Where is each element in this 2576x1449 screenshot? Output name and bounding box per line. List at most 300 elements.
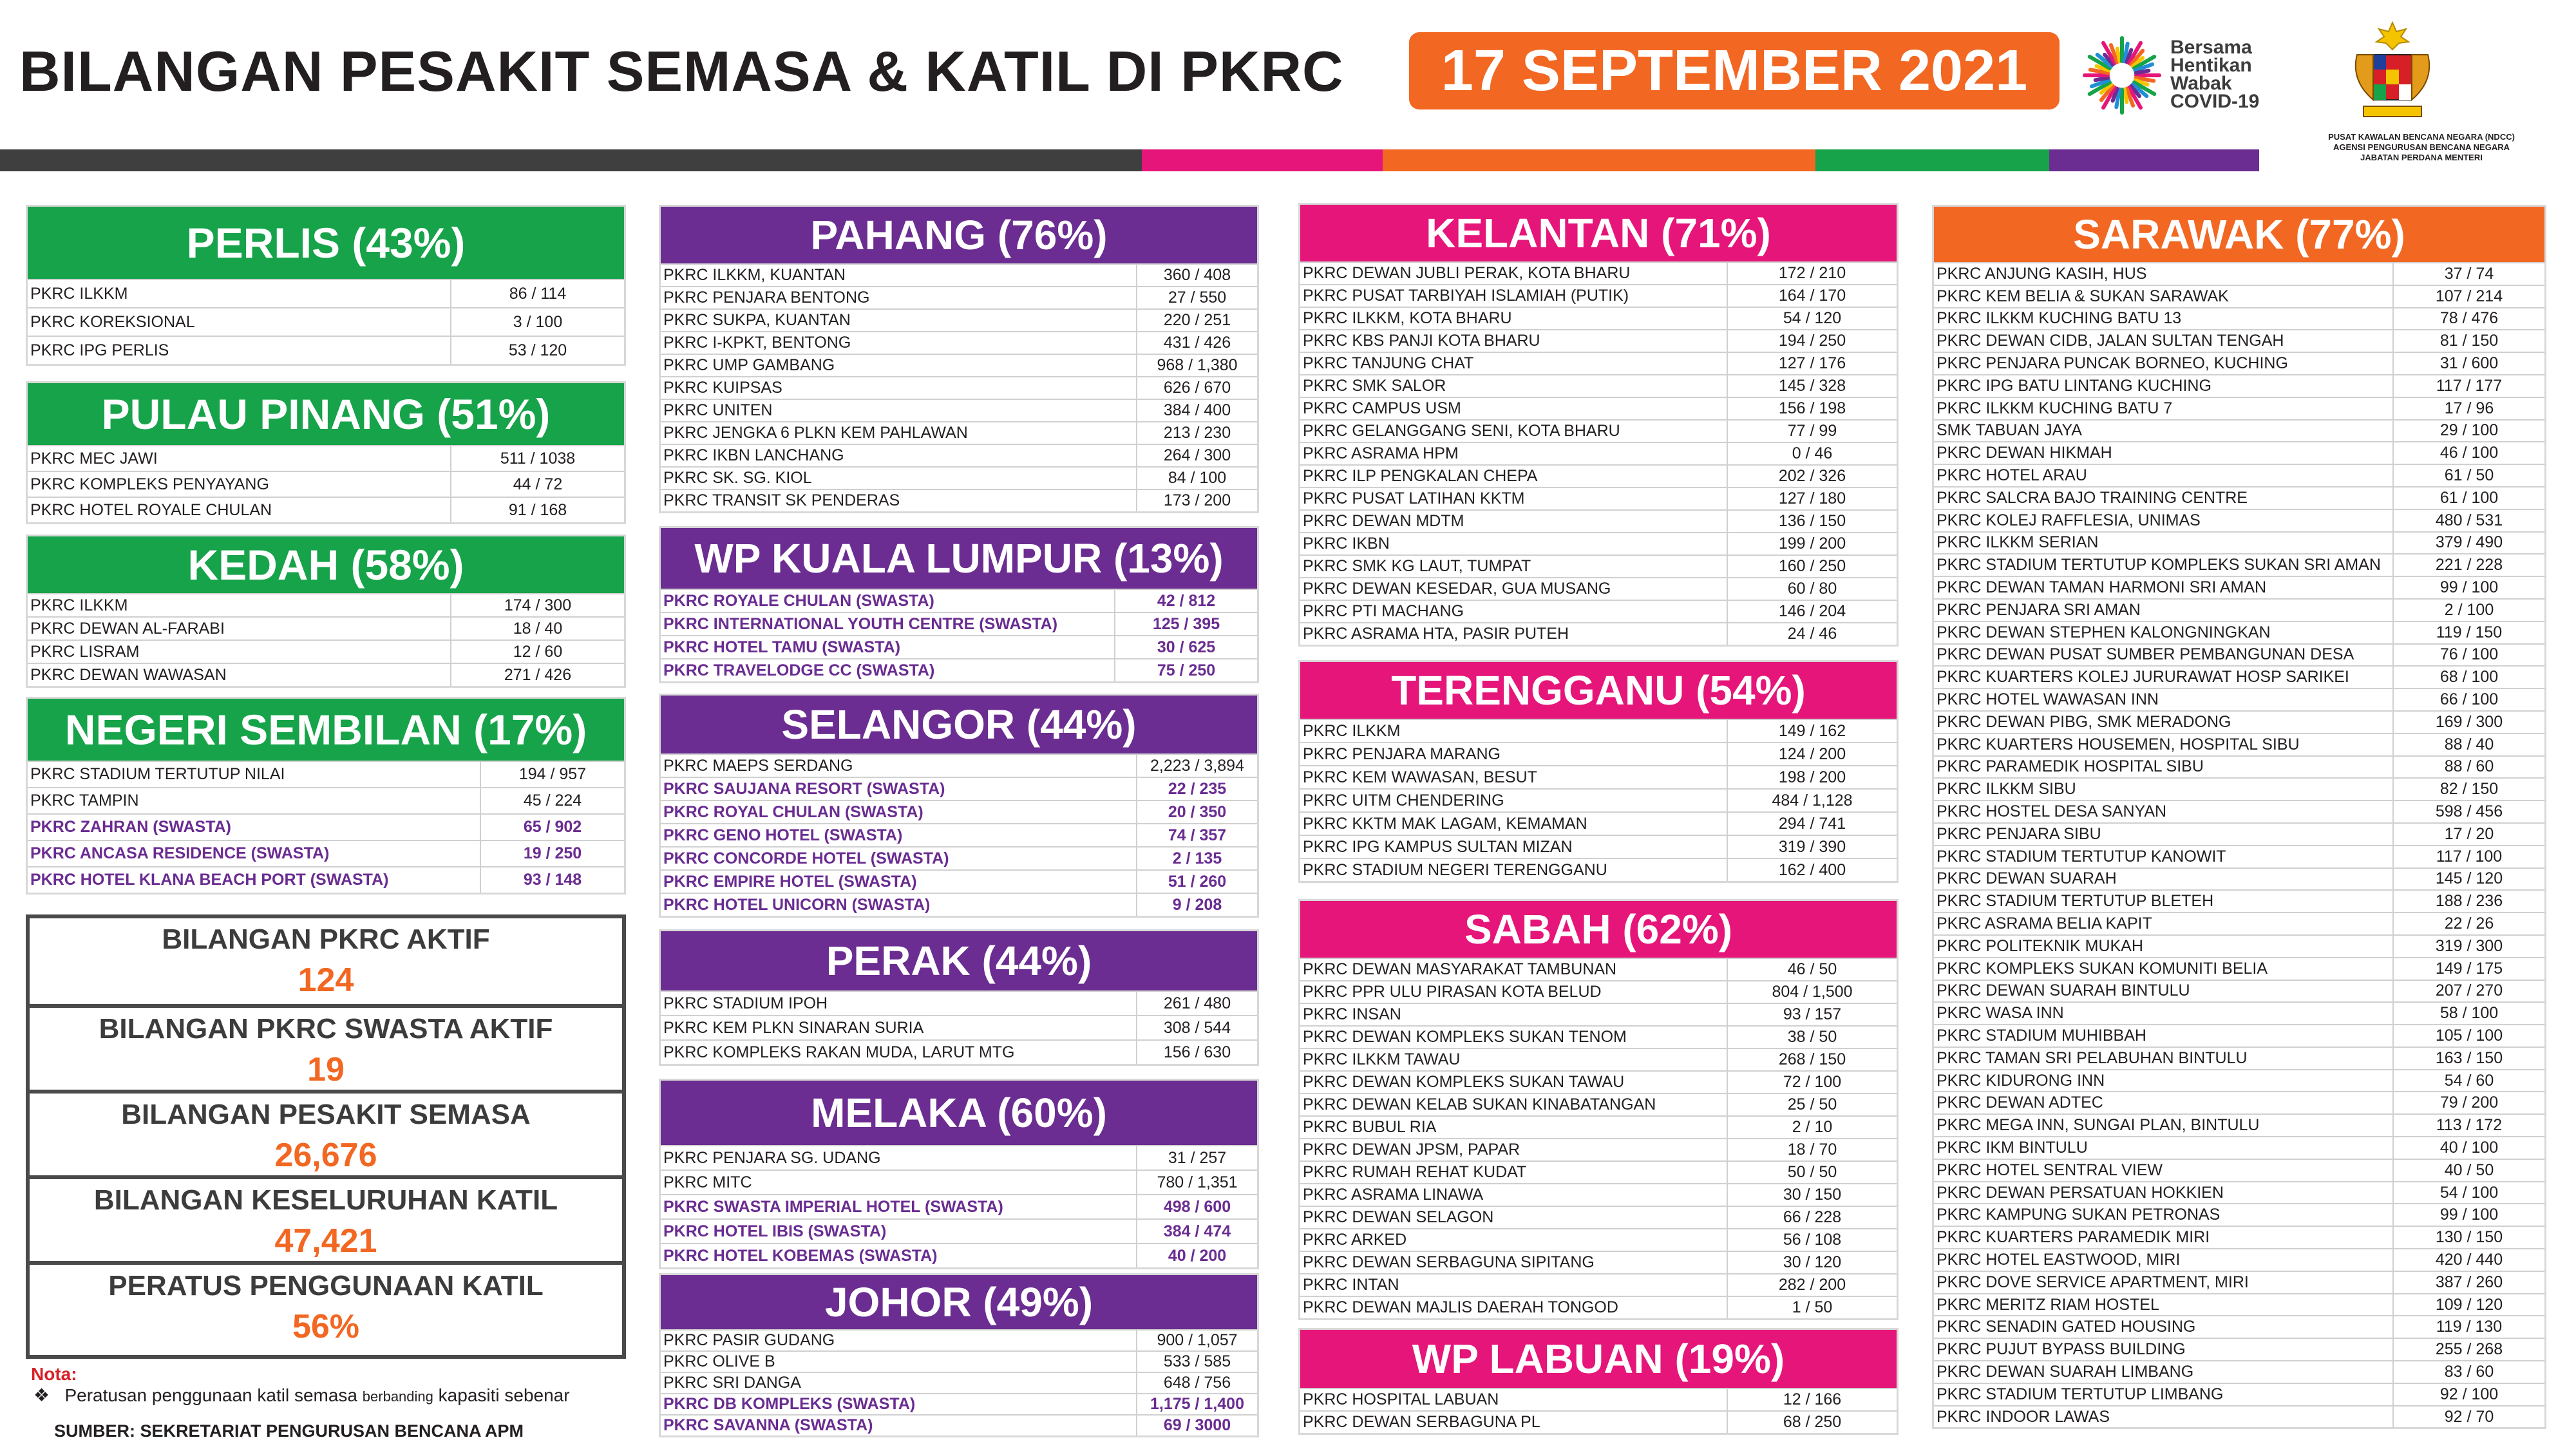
pkrc-name: PKRC ASRAMA HPM <box>1300 443 1728 464</box>
pkrc-name: PKRC MEC JAWI <box>28 446 451 471</box>
pkrc-row <box>1934 262 2544 285</box>
pkrc-occupancy: 37 / 74 <box>2444 264 2494 283</box>
pkrc-name: PKRC PPR ULU PIRASAN KOTA BELUD <box>1300 981 1728 1003</box>
pkrc-name: PKRC I-KPKT, BENTONG <box>661 332 1137 354</box>
pkrc-name: PKRC POLITEKNIK MUKAH <box>1934 936 2394 957</box>
pkrc-occupancy: 163 / 150 <box>2435 1048 2503 1067</box>
pkrc-name: PKRC DEWAN PIBG, SMK MERADONG <box>1934 712 2394 733</box>
pkrc-occupancy: 648 / 756 <box>1163 1374 1231 1392</box>
pkrc-name: PKRC JENGKA 6 PLKN KEM PAHLAWAN <box>661 422 1137 444</box>
pkrc-occupancy: 160 / 250 <box>1778 557 1846 575</box>
pkrc-row <box>1934 598 2544 621</box>
pkrc-name: PKRC ARKED <box>1300 1229 1728 1251</box>
pkrc-occupancy: 145 / 120 <box>2435 869 2503 888</box>
pkrc-occupancy: 360 / 408 <box>1163 266 1231 284</box>
pkrc-name: PKRC KKTM MAK LAGAM, KEMAMAN <box>1300 813 1728 835</box>
pkrc-occupancy: 319 / 300 <box>2435 936 2503 955</box>
agency-caption <box>2280 132 2563 163</box>
pkrc-name: PKRC DEWAN MDTM <box>1300 511 1728 532</box>
state-title: KEDAH (58%) <box>28 536 624 593</box>
pkrc-row <box>1934 1024 2544 1046</box>
pkrc-row <box>661 1218 1257 1243</box>
pkrc-occupancy: 149 / 162 <box>1778 721 1846 740</box>
pkrc-name: PKRC DEWAN JUBLI PERAK, KOTA BHARU <box>1300 263 1728 284</box>
pkrc-row <box>1300 329 1897 352</box>
pkrc-name: PKRC KOLEJ RAFFLESIA, UNIMAS <box>1934 510 2394 531</box>
pkrc-row <box>661 753 1257 777</box>
pkrc-row <box>1934 1383 2544 1405</box>
campaign-logo-line: COVID-19 <box>2170 91 2260 112</box>
pkrc-occupancy: 117 / 177 <box>2436 376 2503 395</box>
pkrc-row <box>1300 532 1897 554</box>
pkrc-occupancy: 60 / 80 <box>1787 580 1837 598</box>
pkrc-row <box>1934 1203 2544 1226</box>
state-panel-wp-kuala-lumpur <box>659 526 1259 683</box>
pkrc-row <box>661 1350 1257 1372</box>
pkrc-name: PKRC WASA INN <box>1934 1003 2394 1024</box>
pkrc-occupancy: 50 / 50 <box>1787 1163 1837 1181</box>
pkrc-row <box>1300 1296 1897 1318</box>
pkrc-row <box>1934 329 2544 352</box>
pkrc-row <box>1300 554 1897 577</box>
pkrc-occupancy: 174 / 300 <box>504 596 572 614</box>
pkrc-row <box>28 336 624 364</box>
pkrc-row <box>1300 1003 1897 1025</box>
pkrc-name: PKRC HOTEL TAMU (SWASTA) <box>661 636 1115 658</box>
pkrc-row <box>28 663 624 686</box>
pkrc-occupancy: 46 / 100 <box>2439 444 2499 462</box>
pkrc-occupancy: 68 / 100 <box>2439 668 2499 687</box>
pkrc-row <box>28 471 624 497</box>
pkrc-occupancy: 82 / 150 <box>2439 780 2499 799</box>
pkrc-row <box>1300 1115 1897 1138</box>
note-label: Nota: <box>31 1364 77 1384</box>
pkrc-occupancy: 194 / 957 <box>518 765 587 783</box>
pkrc-name: PKRC DEWAN SUARAH <box>1934 869 2394 890</box>
source-text: SUMBER: SEKRETARIAT PENGURUSAN BENCANA APM <box>54 1421 524 1441</box>
pkrc-occupancy: 162 / 400 <box>1778 860 1846 879</box>
summary-label: BILANGAN PESAKIT SEMASA <box>121 1099 531 1130</box>
pkrc-name: PKRC SRI DANGA <box>661 1373 1137 1393</box>
pkrc-occupancy: 40 / 200 <box>1168 1246 1227 1265</box>
pkrc-occupancy: 308 / 544 <box>1163 1018 1231 1037</box>
pkrc-row <box>661 635 1257 658</box>
pkrc-row <box>1934 688 2544 710</box>
pkrc-name: SMK TABUAN JAYA <box>1934 421 2394 442</box>
pkrc-row <box>661 869 1257 893</box>
pkrc-occupancy: 61 / 100 <box>2439 488 2499 507</box>
pkrc-row <box>1300 261 1897 284</box>
pkrc-row <box>1934 710 2544 733</box>
state-title: PAHANG (76%) <box>661 207 1257 263</box>
pkrc-occupancy: 511 / 1038 <box>500 449 576 468</box>
pkrc-occupancy: 255 / 268 <box>2435 1340 2503 1359</box>
summary-value: 47,421 <box>274 1222 377 1260</box>
pkrc-name: PKRC SUKPA, KUANTAN <box>661 310 1137 331</box>
pkrc-row <box>1300 742 1897 765</box>
pkrc-name: PKRC MAEPS SERDANG <box>661 755 1137 777</box>
pkrc-occupancy: 9 / 208 <box>1172 895 1222 914</box>
pkrc-name: PKRC SENADIN GATED HOUSING <box>1934 1316 2394 1338</box>
stripe-segment <box>1383 149 1815 171</box>
pkrc-occupancy: 384 / 400 <box>1163 401 1231 419</box>
summary-label: PERATUS PENGGUNAAN KATIL <box>108 1270 544 1302</box>
pkrc-occupancy: 164 / 170 <box>1778 287 1846 305</box>
pkrc-row <box>1934 285 2544 307</box>
pkrc-occupancy: 86 / 114 <box>509 284 567 303</box>
pkrc-name: PKRC STADIUM MUHIBBAH <box>1934 1025 2394 1046</box>
pkrc-name: PKRC GENO HOTEL (SWASTA) <box>661 824 1137 846</box>
pkrc-row <box>1934 1405 2544 1428</box>
pkrc-row <box>661 354 1257 376</box>
pkrc-occupancy: 58 / 100 <box>2439 1004 2499 1023</box>
pkrc-name: PKRC BUBUL RIA <box>1300 1117 1728 1138</box>
pkrc-row <box>1934 1136 2544 1159</box>
pkrc-row <box>1300 1273 1897 1296</box>
pkrc-occupancy: 626 / 670 <box>1163 379 1231 397</box>
pkrc-occupancy: 17 / 96 <box>2444 399 2494 417</box>
pkrc-occupancy: 169 / 300 <box>2435 712 2503 731</box>
pkrc-occupancy: 113 / 172 <box>2436 1116 2503 1135</box>
pkrc-name: PKRC KOMPLEKS RAKAN MUDA, LARUT MTG <box>661 1041 1137 1064</box>
bullet-icon: ❖ <box>33 1385 50 1405</box>
pkrc-name: PKRC PENJARA MARANG <box>1300 743 1728 765</box>
pkrc-row <box>28 307 624 336</box>
pkrc-name: PKRC DEWAN MAJLIS DAERAH TONGOD <box>1300 1297 1728 1318</box>
agency-line: PUSAT KAWALAN BENCANA NEGARA (NDCC) <box>2328 132 2515 142</box>
pkrc-occupancy: 75 / 250 <box>1157 661 1216 679</box>
pkrc-name: PKRC SAUJANA RESORT (SWASTA) <box>661 778 1137 800</box>
pkrc-name: PKRC DB KOMPLEKS (SWASTA) <box>661 1394 1137 1414</box>
pkrc-row <box>661 421 1257 444</box>
pkrc-name: PKRC KUARTERS HOUSEMEN, HOSPITAL SIBU <box>1934 734 2394 755</box>
summary-item <box>30 1090 622 1175</box>
pkrc-name: PKRC GELANGGANG SENI, KOTA BHARU <box>1300 421 1728 442</box>
pkrc-row <box>1934 307 2544 330</box>
pkrc-row <box>661 658 1257 681</box>
pkrc-occupancy: 220 / 251 <box>1163 311 1231 329</box>
pkrc-occupancy: 498 / 600 <box>1163 1197 1231 1216</box>
pkrc-name: PKRC TANJUNG CHAT <box>1300 353 1728 374</box>
pkrc-row <box>1934 374 2544 397</box>
pkrc-occupancy: 3 / 100 <box>513 312 563 331</box>
pkrc-row <box>28 639 624 663</box>
note-text-part: kapasiti sebenar <box>438 1385 570 1405</box>
state-title: SARAWAK (77%) <box>1934 207 2544 262</box>
pkrc-row <box>1300 1025 1897 1048</box>
state-title: PERLIS (43%) <box>28 207 624 279</box>
pkrc-row <box>661 1194 1257 1218</box>
pkrc-occupancy: 88 / 40 <box>2444 735 2494 753</box>
pkrc-occupancy: 484 / 1,128 <box>1772 791 1853 810</box>
pkrc-occupancy: 22 / 235 <box>1168 779 1227 798</box>
pkrc-occupancy: 188 / 236 <box>2435 892 2503 911</box>
pkrc-row <box>661 1039 1257 1064</box>
pkrc-row <box>1934 352 2544 374</box>
pkrc-name: PKRC INTERNATIONAL YOUTH CENTRE (SWASTA) <box>661 613 1115 635</box>
pkrc-row <box>1934 1226 2544 1248</box>
pkrc-name: PKRC ILKKM <box>1300 720 1728 742</box>
state-title: WP LABUAN (19%) <box>1300 1330 1897 1388</box>
pkrc-row <box>28 616 624 639</box>
pkrc-occupancy: 92 / 100 <box>2439 1385 2499 1403</box>
pkrc-name: PKRC DEWAN JPSM, PAPAR <box>1300 1139 1728 1160</box>
pkrc-occupancy: 42 / 812 <box>1157 591 1216 610</box>
state-panel-pahang <box>659 205 1259 513</box>
pkrc-row <box>1934 777 2544 800</box>
pkrc-name: PKRC IPG BATU LINTANG KUCHING <box>1934 375 2394 397</box>
pkrc-occupancy: 27 / 550 <box>1168 289 1227 307</box>
pkrc-name: PKRC HOSPITAL LABUAN <box>1300 1389 1728 1410</box>
pkrc-name: PKRC KOMPLEKS SUKAN KOMUNITI BELIA <box>1934 958 2394 980</box>
pkrc-name: PKRC PASIR GUDANG <box>661 1331 1137 1350</box>
burst-ray <box>2096 78 2108 80</box>
pkrc-name: PKRC INSAN <box>1300 1004 1728 1025</box>
state-panel-kedah <box>26 535 626 688</box>
pkrc-name: PKRC UMP GAMBANG <box>661 355 1137 376</box>
pkrc-name: PKRC TAMPIN <box>28 788 481 813</box>
pkrc-occupancy: 72 / 100 <box>1783 1073 1842 1091</box>
pkrc-occupancy: 387 / 260 <box>2435 1273 2503 1291</box>
state-panel-sarawak <box>1932 205 2546 1429</box>
state-title: WP KUALA LUMPUR (13%) <box>661 528 1257 589</box>
pkrc-row <box>1934 912 2544 934</box>
pkrc-name: PKRC DEWAN KELAB SUKAN KINABATANGAN <box>1300 1094 1728 1115</box>
pkrc-row <box>28 840 624 866</box>
pkrc-row <box>1934 1315 2544 1338</box>
pkrc-occupancy: 968 / 1,380 <box>1157 356 1238 374</box>
pkrc-name: PKRC DEWAN TAMAN HARMONI SRI AMAN <box>1934 577 2394 598</box>
agency-line: JABATAN PERDANA MENTERI <box>2360 153 2483 162</box>
pkrc-name: PKRC HOTEL SENTRAL VIEW <box>1934 1160 2394 1181</box>
pkrc-row <box>1934 665 2544 688</box>
pkrc-row <box>1300 811 1897 835</box>
page-title: BILANGAN PESAKIT SEMASA & KATIL DI PKRC <box>19 39 1344 103</box>
pkrc-row <box>1934 889 2544 912</box>
pkrc-name: PKRC KEM BELIA & SUKAN SARAWAK <box>1934 286 2394 307</box>
pkrc-occupancy: 51 / 260 <box>1168 872 1227 891</box>
pkrc-name: PKRC SMK KG LAUT, TUMPAT <box>1300 556 1728 577</box>
pkrc-row <box>661 589 1257 612</box>
pkrc-name: PKRC DEWAN SERBAGUNA PL <box>1300 1412 1728 1433</box>
pkrc-name: PKRC KUIPSAS <box>661 377 1137 399</box>
pkrc-name: PKRC ROYALE CHULAN (SWASTA) <box>661 590 1115 612</box>
pkrc-row <box>1934 1046 2544 1069</box>
pkrc-row <box>1934 553 2544 576</box>
pkrc-name: PKRC KIDURONG INN <box>1934 1070 2394 1092</box>
pkrc-occupancy: 24 / 46 <box>1787 625 1837 643</box>
pkrc-row <box>1300 397 1897 419</box>
pkrc-occupancy: 54 / 60 <box>2444 1071 2494 1090</box>
pkrc-row <box>1300 352 1897 374</box>
pkrc-name: PKRC SWASTA IMPERIAL HOTEL (SWASTA) <box>661 1195 1137 1218</box>
pkrc-occupancy: 12 / 60 <box>513 642 563 661</box>
pkrc-occupancy: 66 / 100 <box>2439 690 2499 709</box>
pkrc-row <box>661 308 1257 331</box>
pkrc-occupancy: 93 / 148 <box>523 871 582 889</box>
pkrc-name: PKRC DEWAN MASYARAKAT TAMBUNAN <box>1300 959 1728 980</box>
burst-ray <box>2125 90 2126 102</box>
pkrc-occupancy: 268 / 150 <box>1778 1050 1846 1068</box>
pkrc-name: PKRC DEWAN PERSATUAN HOKKIEN <box>1934 1182 2394 1204</box>
pkrc-row <box>661 612 1257 635</box>
pkrc-name: PKRC DEWAN STEPHEN KALONGNINGKAN <box>1934 622 2394 643</box>
state-title: TERENGGANU (54%) <box>1300 662 1897 719</box>
pkrc-name: PKRC SAVANNA (SWASTA) <box>661 1416 1137 1435</box>
summary-label: BILANGAN PKRC AKTIF <box>162 923 490 955</box>
stripe-segment <box>1142 149 1383 171</box>
pkrc-name: PKRC KAMPUNG SUKAN PETRONAS <box>1934 1204 2394 1226</box>
pkrc-row <box>1934 1271 2544 1293</box>
pkrc-occupancy: 319 / 390 <box>1778 837 1846 856</box>
pkrc-name: PKRC ILKKM, KOTA BHARU <box>1300 308 1728 329</box>
pkrc-row <box>661 376 1257 399</box>
pkrc-occupancy: 1 / 50 <box>1792 1298 1833 1316</box>
campaign-logo-line: Bersama <box>2170 37 2252 58</box>
pkrc-occupancy: 172 / 210 <box>1778 264 1846 282</box>
pkrc-row <box>1934 1091 2544 1113</box>
pkrc-occupancy: 105 / 100 <box>2435 1026 2503 1045</box>
pkrc-name: PKRC IPG PERLIS <box>28 337 451 364</box>
pkrc-name: PKRC TRANSIT SK PENDERAS <box>661 490 1137 511</box>
pkrc-name: PKRC ASRAMA BELIA KAPIT <box>1934 913 2394 934</box>
pkrc-row <box>1934 1113 2544 1136</box>
pkrc-row <box>661 846 1257 869</box>
pkrc-occupancy: 40 / 100 <box>2439 1138 2499 1157</box>
pkrc-row <box>661 331 1257 354</box>
pkrc-row <box>661 990 1257 1015</box>
pkrc-occupancy: 198 / 200 <box>1778 768 1846 786</box>
pkrc-name: PKRC TAMAN SRI PELABUHAN BINTULU <box>1934 1048 2394 1069</box>
burst-ray <box>2117 49 2119 62</box>
pkrc-name: PKRC DEWAN SUARAH BINTULU <box>1934 981 2394 1002</box>
pkrc-row <box>1934 621 2544 643</box>
pkrc-name: PKRC OLIVE B <box>661 1352 1137 1372</box>
pkrc-occupancy: 156 / 198 <box>1778 399 1846 417</box>
pkrc-row <box>1300 765 1897 788</box>
pkrc-occupancy: 53 / 120 <box>508 341 567 359</box>
pkrc-occupancy: 68 / 250 <box>1783 1413 1842 1431</box>
pkrc-row <box>661 444 1257 466</box>
pkrc-name: PKRC PENJARA SRI AMAN <box>1934 600 2394 621</box>
pkrc-name: PKRC TRAVELODGE CC (SWASTA) <box>661 659 1115 681</box>
pkrc-name: PKRC SALCRA BAJO TRAINING CENTRE <box>1934 488 2394 509</box>
state-panel-wp-labuan <box>1298 1328 1899 1435</box>
pkrc-name: PKRC PENJARA SIBU <box>1934 824 2394 845</box>
pkrc-row <box>661 1145 1257 1170</box>
summary-item <box>30 918 622 1004</box>
pkrc-row <box>1300 509 1897 532</box>
pkrc-occupancy: 107 / 214 <box>2435 287 2503 305</box>
pkrc-occupancy: 93 / 157 <box>1783 1005 1842 1023</box>
pkrc-occupancy: 2 / 10 <box>1792 1118 1833 1136</box>
state-title: SELANGOR (44%) <box>661 696 1257 753</box>
pkrc-row <box>1300 1160 1897 1183</box>
pkrc-row <box>1934 531 2544 554</box>
pkrc-row <box>661 399 1257 421</box>
state-panel-sabah <box>1298 899 1899 1320</box>
pkrc-name: PKRC IPG KAMPUS SULTAN MIZAN <box>1300 836 1728 858</box>
state-title: SABAH (62%) <box>1300 901 1897 958</box>
pkrc-row <box>1300 487 1897 509</box>
pkrc-row <box>1934 419 2544 442</box>
pkrc-occupancy: 17 / 20 <box>2444 824 2494 843</box>
pkrc-occupancy: 92 / 70 <box>2444 1407 2494 1426</box>
summary-value: 56% <box>292 1308 360 1345</box>
pkrc-row <box>1300 1251 1897 1273</box>
pkrc-row <box>1300 622 1897 645</box>
pkrc-row <box>1300 374 1897 397</box>
pkrc-row <box>1934 509 2544 531</box>
pkrc-occupancy: 261 / 480 <box>1163 994 1231 1012</box>
pkrc-occupancy: 40 / 50 <box>2444 1160 2494 1179</box>
pkrc-row <box>661 263 1257 286</box>
pkrc-name: PKRC KEM WAWASAN, BESUT <box>1300 766 1728 788</box>
pkrc-row <box>661 1372 1257 1393</box>
pkrc-name: PKRC DEWAN KESEDAR, GUA MUSANG <box>1300 578 1728 600</box>
pkrc-row <box>661 489 1257 511</box>
pkrc-occupancy: 20 / 350 <box>1168 802 1227 821</box>
pkrc-name: PKRC KOMPLEKS PENYAYANG <box>28 472 451 497</box>
pkrc-occupancy: 213 / 230 <box>1163 424 1231 442</box>
pkrc-row <box>1300 980 1897 1003</box>
pkrc-row <box>1934 980 2544 1002</box>
stripe-segment <box>0 149 1142 171</box>
pkrc-occupancy: 45 / 224 <box>523 791 582 810</box>
state-title: PULAU PINANG (51%) <box>28 383 624 445</box>
pkrc-row <box>661 1393 1257 1414</box>
malaysia-crest-icon <box>2344 16 2441 132</box>
pkrc-occupancy: 117 / 100 <box>2436 847 2503 866</box>
pkrc-name: PKRC ILKKM KUCHING BATU 7 <box>1934 398 2394 419</box>
pkrc-row <box>1934 822 2544 845</box>
campaign-logo-line: Wabak <box>2170 73 2232 94</box>
pkrc-occupancy: 125 / 395 <box>1152 614 1220 633</box>
pkrc-occupancy: 420 / 440 <box>2435 1250 2503 1269</box>
pkrc-occupancy: 79 / 200 <box>2439 1094 2499 1112</box>
pkrc-occupancy: 533 / 585 <box>1163 1352 1231 1370</box>
pkrc-name: PKRC DEWAN WAWASAN <box>28 664 451 686</box>
summary-value: 26,676 <box>274 1137 377 1174</box>
pkrc-occupancy: 56 / 108 <box>1783 1231 1842 1249</box>
pkrc-name: PKRC LISRAM <box>28 641 451 663</box>
pkrc-row <box>661 777 1257 800</box>
state-title: PERAK (44%) <box>661 931 1257 990</box>
pkrc-occupancy: 0 / 46 <box>1792 444 1833 462</box>
agency-line: AGENSI PENGURUSAN BENCANA NEGARA <box>2333 142 2510 152</box>
pkrc-name: PKRC HOTEL KOBEMAS (SWASTA) <box>661 1244 1137 1267</box>
campaign-logo-line: Hentikan <box>2170 55 2252 76</box>
pkrc-occupancy: 30 / 120 <box>1783 1253 1842 1271</box>
pkrc-row <box>1300 1138 1897 1160</box>
pkrc-name: PKRC KEM PLKN SINARAN SURIA <box>661 1016 1137 1039</box>
pkrc-row <box>661 800 1257 823</box>
pkrc-row <box>28 813 624 840</box>
pkrc-row <box>28 866 624 893</box>
pkrc-name: PKRC SMK SALOR <box>1300 375 1728 397</box>
pkrc-name: PKRC ANCASA RESIDENCE (SWASTA) <box>28 841 481 866</box>
pkrc-occupancy: 76 / 100 <box>2439 645 2499 664</box>
pkrc-name: PKRC PARAMEDIK HOSPITAL SIBU <box>1934 757 2394 778</box>
pkrc-name: PKRC ILKKM SERIAN <box>1934 533 2394 554</box>
pkrc-name: PKRC ILKKM TAWAU <box>1300 1049 1728 1070</box>
covid-burst-icon <box>2080 33 2164 117</box>
pkrc-row <box>1934 1001 2544 1024</box>
pkrc-name: PKRC KUARTERS PARAMEDIK MIRI <box>1934 1227 2394 1248</box>
pkrc-row <box>1934 576 2544 598</box>
pkrc-row <box>1300 719 1897 742</box>
pkrc-row <box>1934 1248 2544 1271</box>
